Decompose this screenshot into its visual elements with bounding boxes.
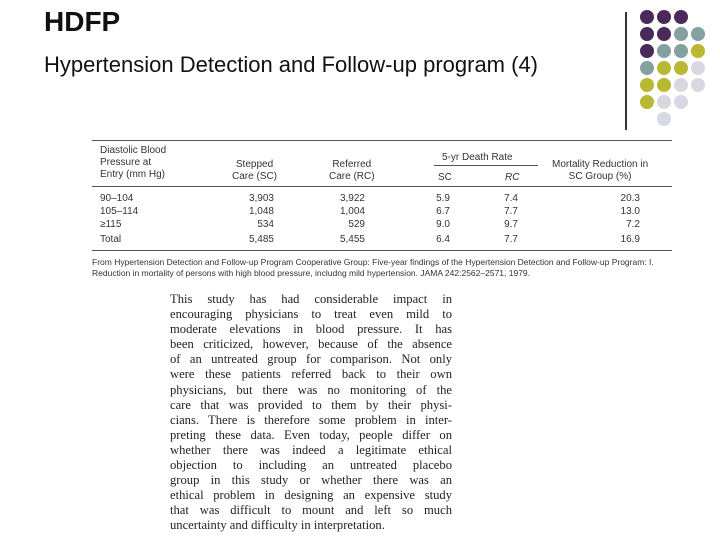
paragraph-line: moderate elevations in blood pressure. It has [170,322,452,337]
decor-dot [691,27,705,41]
table-rule-bottom [92,250,672,251]
header-rc: RC [505,172,520,183]
decorative-dot-grid [0,0,720,130]
cell-referred: 3,922 [339,193,365,204]
header-referred-line: Care (RC) [329,171,375,182]
decor-dot [657,112,671,126]
paragraph-line: been criticized, however, because of the absence [170,337,452,352]
decor-dot [674,95,688,109]
cell-sc: 6.7 [436,206,450,217]
table-source-note: From Hypertension Detection and Follow-up Program Cooperative Group: Five-year findings of the Hypertension Detection and Follow-up Program: I. Reduction in mortality of persons with high blood pressure, includng mild hypertension. JAMA 242:2562–2571, 1979. [92,257,654,278]
header-mortality-line: Mortality Reduction in [552,159,649,170]
header-mortality [552,159,648,183]
title-divider [625,12,627,130]
cell-reduction: 16.9 [620,234,640,245]
header-stepped [232,159,277,183]
cell-sc: 6.4 [436,234,450,245]
paragraph-line: objection to including an untreated placebo [170,458,452,473]
decor-dot [640,78,654,92]
slide-subtitle: Hypertension Detection and Follow-up program (4) [44,52,539,77]
paragraph-line: uncertainty and difficulty in interpretation. [170,518,385,533]
decor-dot [640,61,654,75]
header-referred-line: Referred [332,159,372,170]
header-sc: SC [438,172,452,183]
paragraph-line: were these patients referred back to their own [170,367,452,382]
cell-pressure: 90–104 [100,193,134,204]
header-referred [329,159,375,183]
table-rule-header [92,186,672,187]
decor-dot [657,10,671,24]
decor-dot [657,44,671,58]
header-stepped-line: Care (SC) [232,171,278,182]
decor-dot [674,44,688,58]
cell-rc: 9.7 [504,219,518,230]
paragraph-line: preting these data. Even today, people differ on [170,427,452,442]
paragraph-line: that was difficult to mount and left so much [170,503,452,518]
slide-title: HDFP [44,6,121,37]
cell-referred: 529 [348,219,365,230]
header-pressure-line: Diastolic Blood [100,145,167,156]
decor-dot [657,27,671,41]
table-rule-top [92,140,672,141]
commentary-paragraph [170,292,452,534]
header-pressure-line: Pressure at [100,157,152,168]
cell-referred: 1,004 [339,206,365,217]
decor-dot [640,10,654,24]
cell-sc: 5.9 [436,193,450,204]
cell-referred: 5,455 [339,234,365,245]
decor-dot [691,61,705,75]
decor-dot [640,44,654,58]
decor-dot [674,10,688,24]
paragraph-line: whether there was indeed a legitimate ethical [170,442,452,457]
cell-pressure: Total [100,234,122,245]
cell-reduction: 20.3 [620,193,640,204]
cell-reduction: 13.0 [620,206,640,217]
decor-dot [657,78,671,92]
cell-stepped: 5,485 [248,234,274,245]
decor-dot [657,61,671,75]
cell-stepped: 3,903 [248,193,274,204]
cell-rc: 7.7 [504,206,518,217]
decor-dot [691,78,705,92]
cell-stepped: 534 [257,219,274,230]
decor-dot [674,61,688,75]
paragraph-line: cians. There is therefore some problem in inter- [170,412,452,427]
cell-sc: 9.0 [436,219,450,230]
header-stepped-line: Stepped [235,159,274,170]
cell-rc: 7.4 [504,193,518,204]
cell-pressure: 105–114 [100,206,139,217]
paragraph-line: ethical problem in designing an expensive study [170,488,452,503]
decor-dot [640,27,654,41]
cell-stepped: 1,048 [248,206,274,217]
paragraph-line: care that was provided to them by their physi- [170,397,452,412]
decor-dot [674,78,688,92]
decor-dot [674,27,688,41]
header-death-rate: 5-yr Death Rate [442,152,513,163]
cell-reduction: 7.2 [626,219,640,230]
decor-dot [657,95,671,109]
header-pressure-line: Entry (mm Hg) [100,169,165,180]
cell-rc: 7.7 [504,234,518,245]
death-rate-rule [434,165,538,166]
decor-dot [691,44,705,58]
paragraph-line: of an untreated group for comparison. Not only [170,352,452,367]
paragraph-line: group in this study or whether there was an [170,473,452,488]
paragraph-line: This study has had considerable impact in [170,292,452,306]
paragraph-line: physicians, but there was no monitoring of the [170,382,452,397]
header-pressure [100,145,166,181]
paragraph-line: encouraging physicians to treat even mild to [170,307,452,322]
header-mortality-line: SC Group (%) [568,171,632,182]
decor-dot [640,95,654,109]
cell-pressure: ≥115 [100,219,122,230]
